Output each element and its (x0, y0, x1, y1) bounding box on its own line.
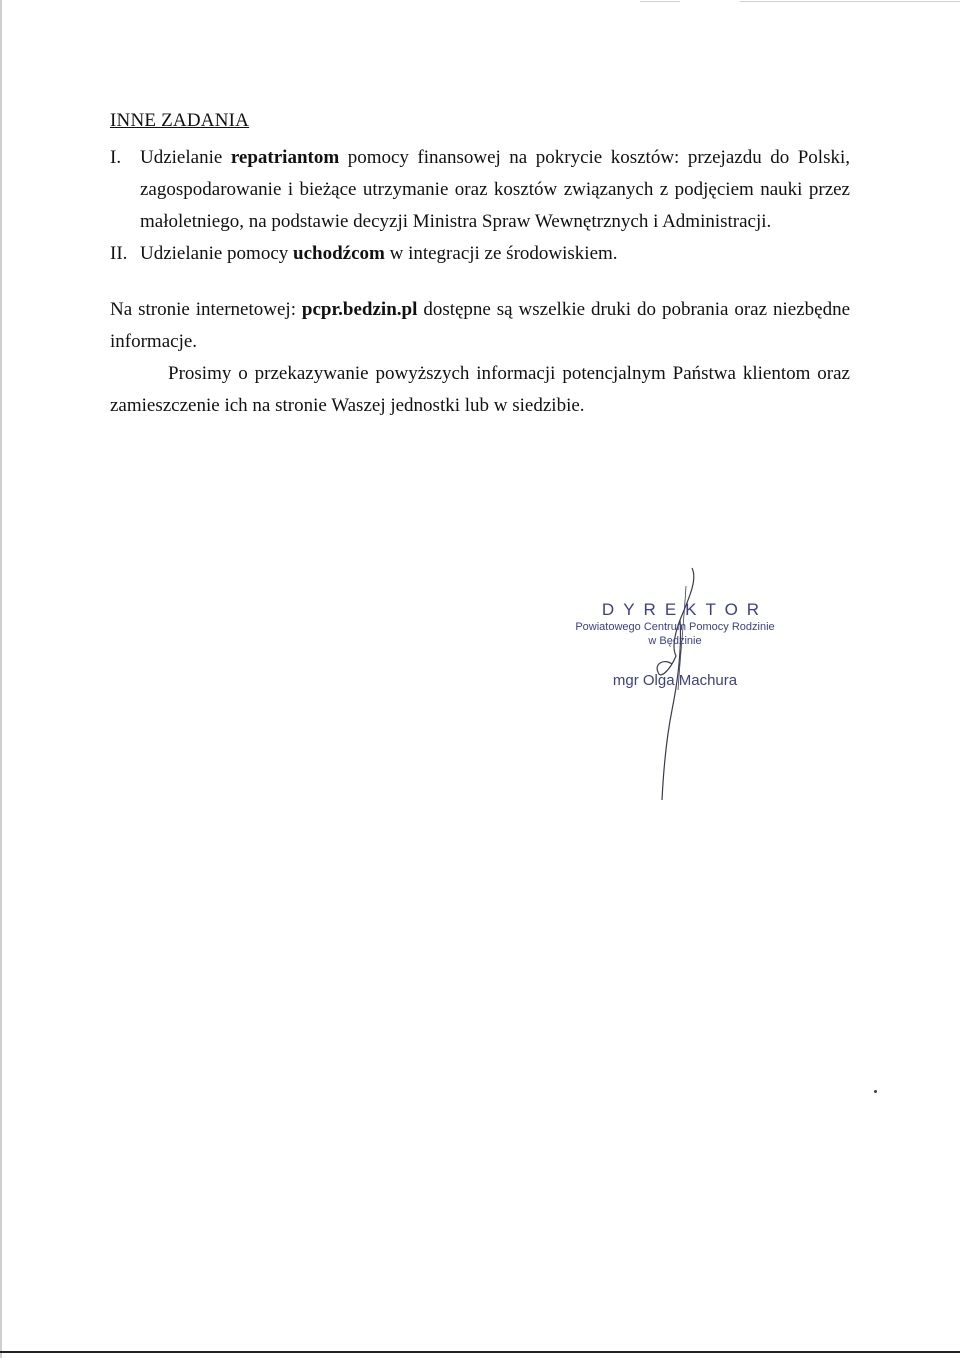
item-text-pre: Udzielanie pomocy (140, 243, 294, 264)
item-text-bold: uchodźcom (293, 243, 385, 264)
item-text-post: w integracji ze środowiskiem. (384, 243, 618, 264)
list-item-1 (110, 142, 850, 238)
document-body (110, 108, 850, 422)
scan-line-top-2 (740, 1, 960, 2)
stamp-location: w Będzinie (648, 635, 702, 647)
list-item-text (140, 142, 850, 238)
item-text-post: pomocy finansowej na pokrycie kosztów: przejazdu do Polski, zagospodarowanie i bieżące utrzymanie oraz kosztów związanych z podjęciem nauki przez małoletniego, na podstawie decyzji Ministra Spraw Wewnętrznych i Administracji. (140, 147, 850, 232)
paragraph-website (110, 294, 850, 358)
scan-line-bottom (0, 1351, 960, 1353)
list-item-text (140, 238, 850, 270)
scan-edge-left (0, 0, 2, 1358)
list-item-number: II. (110, 243, 128, 264)
stamp-institution: Powiatowego Centrum Pomocy Rodzinie (575, 621, 775, 633)
stamp-title: DYREKTOR (601, 600, 769, 619)
signature-mark (580, 560, 780, 820)
paragraph-pre: Na stronie internetowej: (110, 299, 302, 320)
paragraph-request: Prosimy o przekazywanie powyższych informacji potencjalnym Państwa klientom oraz zamieszczenie ich na stronie Waszej jednostki lub w siedzibie. (110, 363, 850, 416)
section-heading: INNE ZADANIA (110, 110, 250, 131)
official-stamp (560, 600, 790, 690)
stamp-name: mgr Olga Machura (612, 672, 738, 689)
item-text-bold: repatriantom (230, 147, 340, 168)
scan-speck (874, 1090, 877, 1093)
website-link-text: pcpr.bedzin.pl (301, 299, 418, 320)
scan-line-top-1 (640, 1, 680, 2)
paragraph-post: dostępne są wszelkie druki do pobrania oraz niezbędne informacje. (110, 299, 850, 352)
list-item-2 (110, 238, 850, 270)
list-item-number: I. (110, 147, 122, 168)
item-text-pre: Udzielanie (140, 147, 231, 168)
